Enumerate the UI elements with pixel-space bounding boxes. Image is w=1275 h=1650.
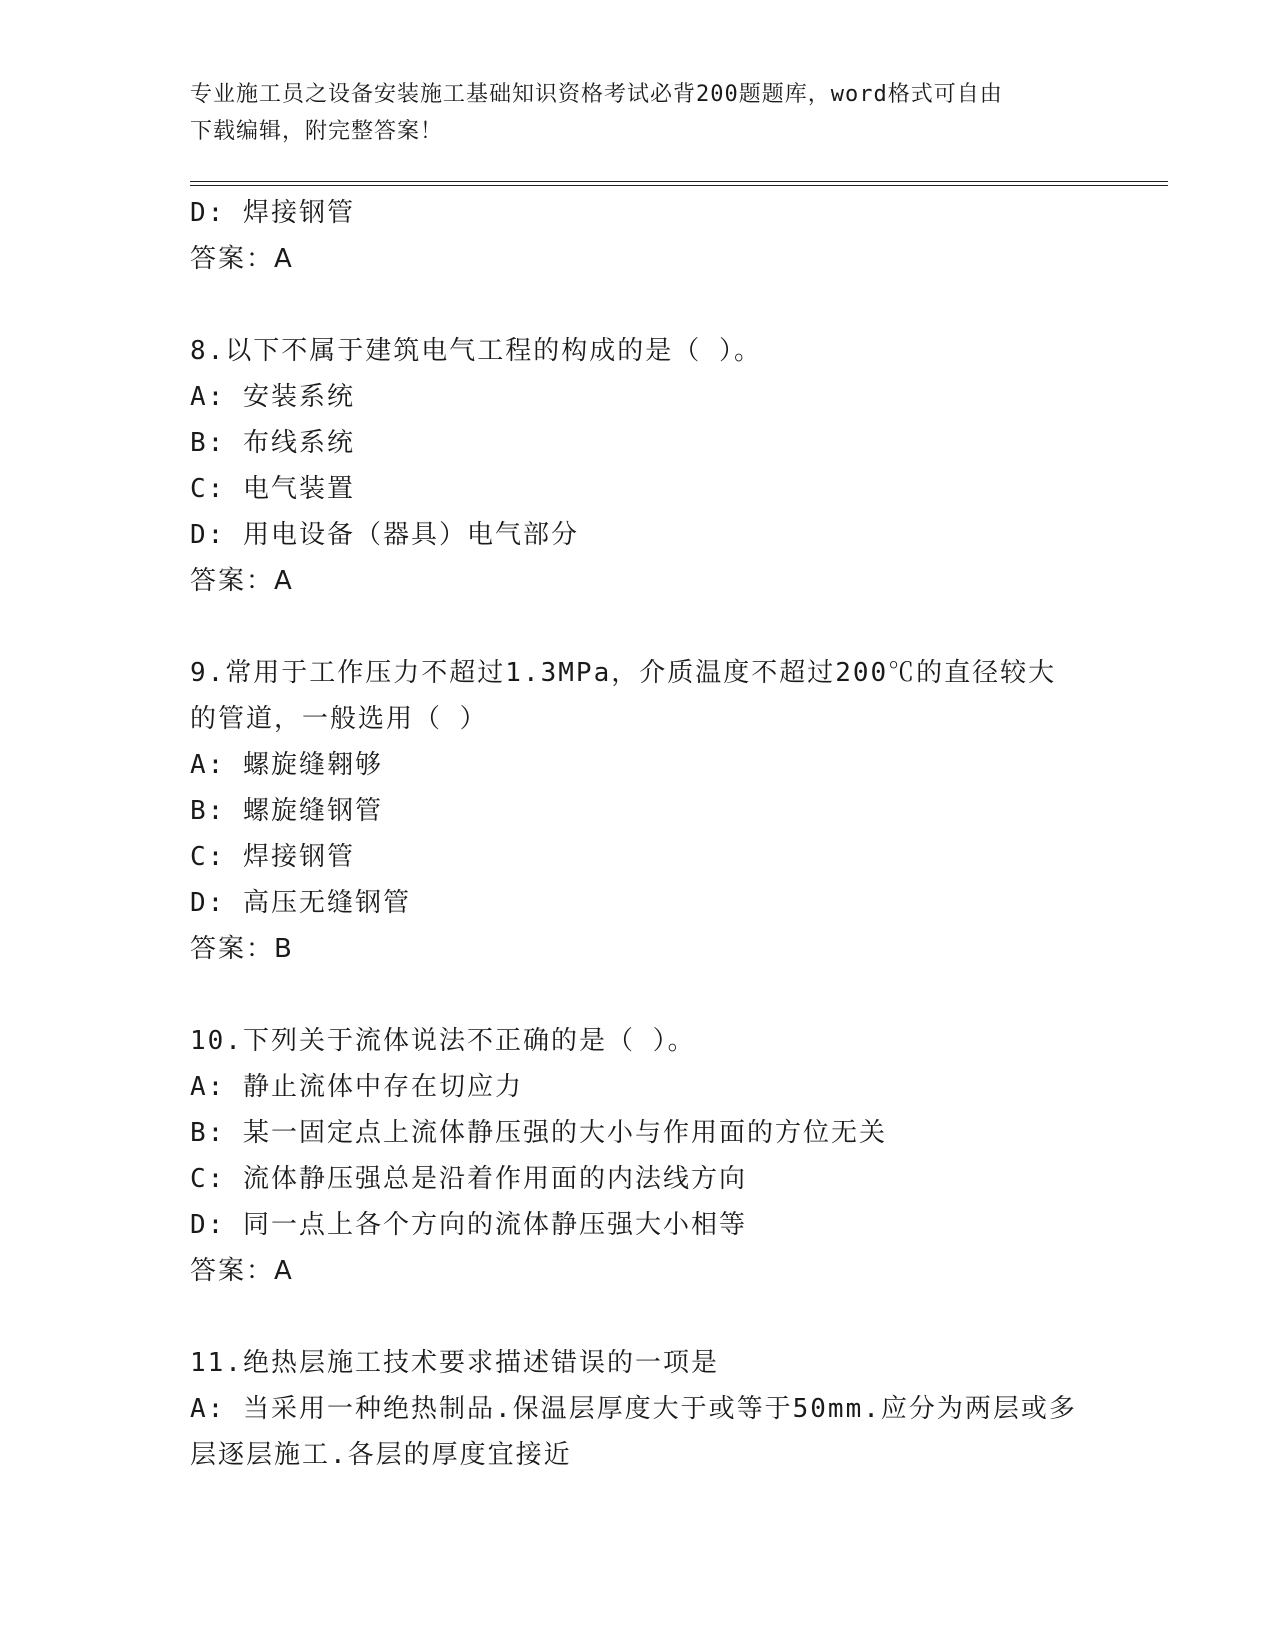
option-b: B: 螺旋缝钢管 [190,796,383,826]
option-c: C: 焊接钢管 [190,842,355,872]
option-d: D: 同一点上各个方向的流体静压强大小相等 [190,1210,747,1240]
option-a: A: 静止流体中存在切应力 [190,1072,523,1102]
page-header [190,76,1090,150]
question-7-continuation [190,190,1130,282]
option-d: D: 高压无缝钢管 [190,888,411,918]
option-d: D: 焊接钢管 [190,198,355,228]
answer-line: 答案：A [190,566,294,596]
question-11 [190,1340,1130,1478]
question-stem-line-2: 的管道，一般选用（ ） [190,704,488,734]
answer-line: 答案：A [190,1256,294,1286]
spacer [190,282,1130,328]
option-d: D: 用电设备（器具）电气部分 [190,520,579,550]
question-10 [190,1018,1130,1294]
option-c: C: 电气装置 [190,474,355,504]
option-a: A: 安装系统 [190,382,355,412]
option-c: C: 流体静压强总是沿着作用面的内法线方向 [190,1164,747,1194]
header-title-line-2: 下载编辑，附完整答案！ [190,119,444,144]
answer-line: 答案：A [190,244,294,274]
spacer [190,972,1130,1018]
answer-line: 答案：B [190,934,294,964]
question-9 [190,650,1130,972]
question-stem: 10.下列关于流体说法不正确的是（ ）。 [190,1026,696,1056]
question-stem: 8.以下不属于建筑电气工程的构成的是（ ）。 [190,336,762,366]
option-b: B: 某一固定点上流体静压强的大小与作用面的方位无关 [190,1118,887,1148]
spacer [190,604,1130,650]
header-divider [190,181,1168,186]
question-8 [190,328,1130,604]
spacer [190,1294,1130,1340]
option-b: B: 布线系统 [190,428,355,458]
option-a-line-2: 层逐层施工.各层的厚度宜接近 [190,1440,572,1470]
header-title-line-1: 专业施工员之设备安装施工基础知识资格考试必背200题题库，word格式可自由 [190,82,1003,107]
question-list [190,190,1130,1478]
question-stem: 11.绝热层施工技术要求描述错误的一项是 [190,1348,719,1378]
option-a-line-1: A: 当采用一种绝热制品.保温层厚度大于或等于50mm.应分为两层或多 [190,1394,1077,1424]
question-stem-line-1: 9.常用于工作压力不超过1.3MPa，介质温度不超过200℃的直径较大 [190,658,1057,688]
option-a: A: 螺旋缝翱够 [190,750,383,780]
